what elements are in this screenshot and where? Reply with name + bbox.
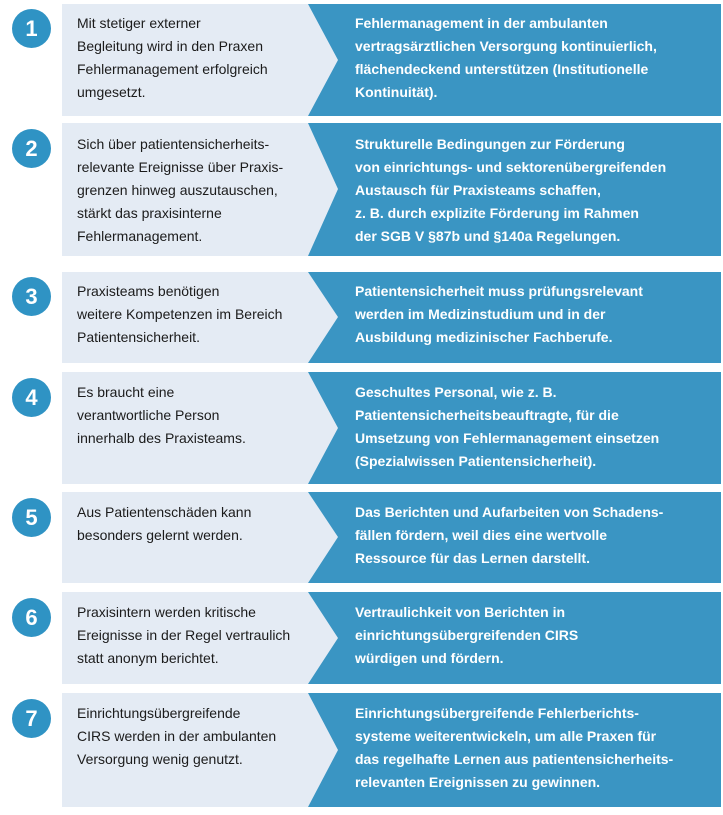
- recommendation-text: Patientensicherheit muss prüfungsrelevant werden im Medizinstudium und in der Ausbildung medizinischer Fachberufe.: [355, 283, 643, 345]
- finding-text: Sich über patientensicherheits- relevante Ereignisse über Praxis- grenzen hinweg auszutauschen, stärkt das praxisinterne Fehlermanagement.: [77, 136, 284, 244]
- finding-text: Praxisintern werden kritische Ereignisse in der Regel vertraulich statt anonym berichtet.: [77, 604, 291, 666]
- row-number-badge: 7: [12, 699, 51, 738]
- row-number-badge: 1: [12, 9, 51, 48]
- row-number-badge: 5: [12, 498, 51, 537]
- finding-text: Mit stetiger externer Begleitung wird in den Praxen Fehlermanagement erfolgreich umgesetzt.: [77, 15, 268, 100]
- recommendation-text: Vertraulichkeit von Berichten in einrichtungsübergreifenden CIRS würdigen und fördern.: [355, 604, 579, 666]
- recommendation-text: Einrichtungsübergreifende Fehlerberichts- systeme weiterentwickeln, um alle Praxen für das regelhafte Lernen aus patientensicherheits- relevanten Ereignissen zu gewinnen.: [355, 705, 674, 790]
- finding-text: Es braucht eine verantwortliche Person innerhalb des Praxisteams.: [77, 384, 246, 446]
- row-number-badge: 3: [12, 277, 51, 316]
- finding-text: Einrichtungsübergreifende CIRS werden in der ambulanten Versorgung wenig genutzt.: [77, 705, 277, 767]
- row-number-badge: 2: [12, 129, 51, 168]
- finding-text: Aus Patientenschäden kann besonders gelernt werden.: [77, 504, 252, 543]
- recommendation-text: Strukturelle Bedingungen zur Förderung von einrichtungs- und sektorenübergreifenden Austausch für Praxisteams schaffen, z. B. durch explizite Förderung im Rahmen der SGB V §87b und §140a Regelungen.: [355, 136, 667, 244]
- finding-text: Praxisteams benötigen weitere Kompetenzen im Bereich Patientensicherheit.: [77, 283, 283, 345]
- recommendation-text: Das Berichten und Aufarbeiten von Schadens- fällen fördern, weil dies eine wertvolle Ressource für das Lernen darstellt.: [355, 504, 664, 566]
- recommendation-text: Geschultes Personal, wie z. B. Patientensicherheitsbeauftragte, für die Umsetzung von Fehlermanagement einsetzen (Spezialwissen Patientensicherheit).: [355, 384, 660, 469]
- recommendation-text: Fehlermanagement in der ambulanten vertragsärztlichen Versorgung kontinuierlich, flächendeckend unterstützen (Institutionelle Kontinuität).: [355, 15, 657, 100]
- row-number-badge: 4: [12, 378, 51, 417]
- row-number-badge: 6: [12, 598, 51, 637]
